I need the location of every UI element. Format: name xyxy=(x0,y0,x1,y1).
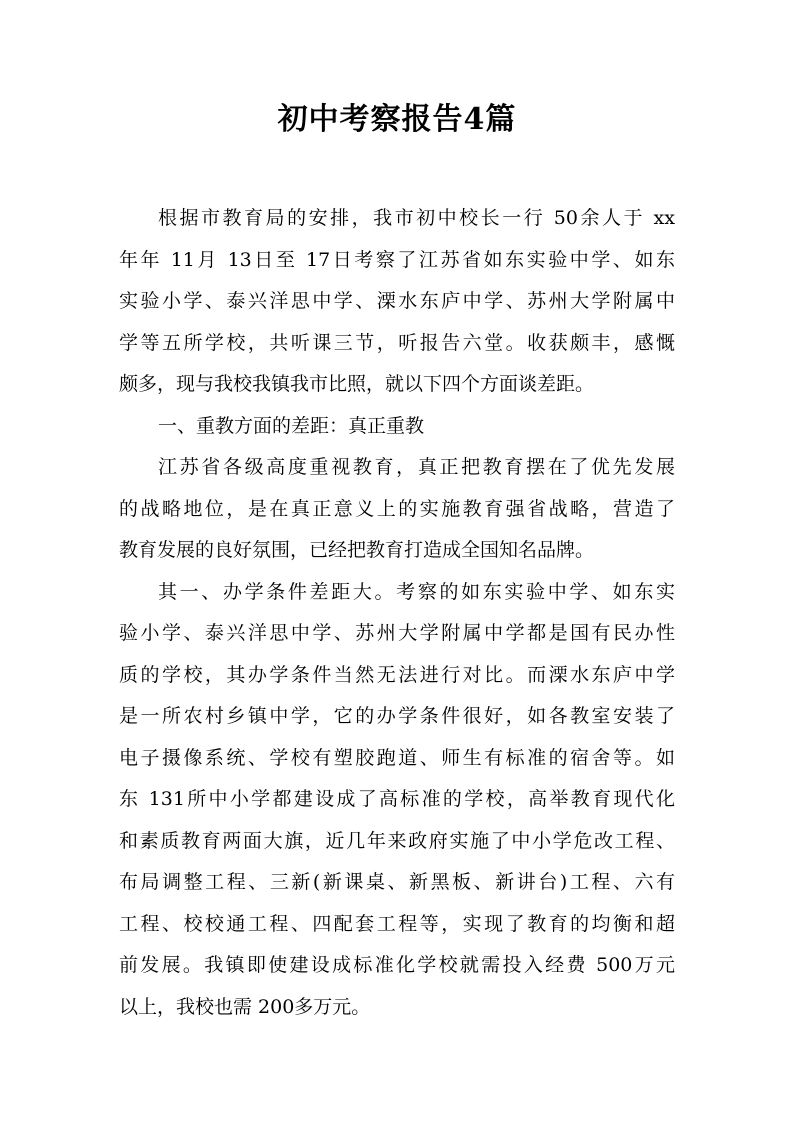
text-line: 前发展。我镇即使建设成标准化学校就需投入经费 500万元 xyxy=(119,954,675,976)
text-line: 工程、校校通工程、四配套工程等，实现了教育的均衡和超 xyxy=(119,912,675,935)
text-line: 质的学校，其办学条件当然无法进行对比。而溧水东庐中学 xyxy=(119,663,675,686)
text-line: 布局调整工程、三新(新课桌、新黑板、新讲台)工程、六有 xyxy=(119,871,675,893)
text-line: 教育发展的良好氛围，已经把教育打造成全国知名品牌。 xyxy=(119,539,595,561)
text-line: 江苏省各级高度重视教育，真正把教育摆在了优先发展 xyxy=(158,456,675,478)
text-line: 其一、办学条件差距大。考察的如东实验中学、如东实 xyxy=(158,580,675,603)
document-body xyxy=(119,198,675,1028)
text-line: 学等五所学校，共听课三节，听报告六堂。收获颇丰，感慨 xyxy=(119,331,675,354)
text-line: 实验小学、泰兴洋思中学、溧水东庐中学、苏州大学附属中 xyxy=(119,290,675,312)
text-line: 以上，我校也需 200多万元。 xyxy=(119,995,371,1018)
text-line: 一、重教方面的差距：真正重教 xyxy=(158,414,425,437)
text-line: 的战略地位，是在真正意义上的实施教育强省战略，营造了 xyxy=(119,497,675,520)
text-line: 东 131所中小学都建设成了高标准的学校，高举教育现代化 xyxy=(119,788,675,810)
text-line: 根据市教育局的安排，我市初中校长一行 50余人于 xx xyxy=(158,207,675,229)
text-line: 电子摄像系统、学校有塑胶跑道、师生有标准的宿舍等。如 xyxy=(119,746,675,769)
text-line: 和素质教育两面大旗，近几年来政府实施了中小学危改工程、 xyxy=(119,829,675,852)
text-line: 验小学、泰兴洋思中学、苏州大学附属中学都是国有民办性 xyxy=(119,622,675,644)
text-line: 颇多，现与我校我镇我市比照，就以下四个方面谈差距。 xyxy=(119,373,595,395)
text-line: 是一所农村乡镇中学，它的办学条件很好，如各教室安装了 xyxy=(119,705,675,727)
text-line: 年年 11月 13日至 17日考察了江苏省如东实验中学、如东 xyxy=(119,248,675,271)
document-title: 初中考察报告4篇 xyxy=(277,102,517,137)
